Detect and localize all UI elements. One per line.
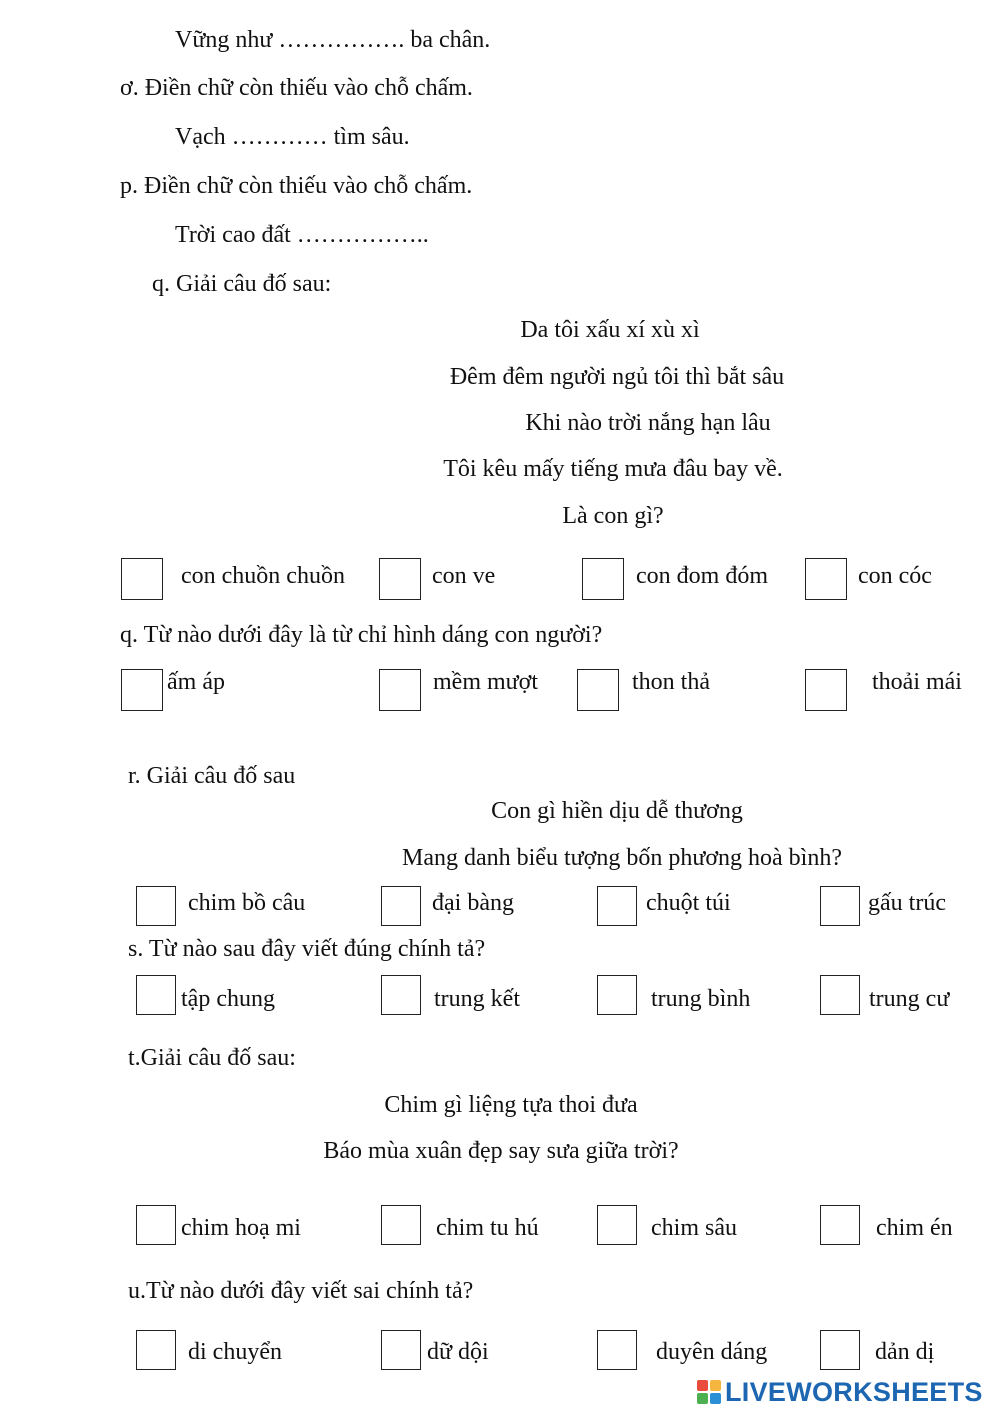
- q1-checkbox-2[interactable]: [379, 558, 421, 600]
- question-s: s. Từ nào sau đây viết đúng chính tả?: [128, 936, 486, 962]
- logo-square-green: [697, 1393, 708, 1404]
- logo-square-red: [697, 1380, 708, 1391]
- q1-option-4: con cóc: [858, 563, 932, 589]
- q2-option-2: mềm mượt: [433, 669, 539, 695]
- question-u: u.Từ nào dưới đây viết sai chính tả?: [128, 1278, 474, 1304]
- s-checkbox-2[interactable]: [381, 975, 421, 1015]
- r-checkbox-1[interactable]: [136, 886, 176, 926]
- q1-checkbox-1[interactable]: [121, 558, 163, 600]
- question-o: ơ. Điền chữ còn thiếu vào chỗ chấm.: [120, 75, 473, 101]
- t-checkbox-4[interactable]: [820, 1205, 860, 1245]
- q2-option-4: thoải mái: [872, 669, 962, 695]
- q2-option-3: thon thả: [632, 669, 710, 695]
- liveworksheets-logo: [697, 1376, 983, 1408]
- riddle1-line3: Khi nào trời nắng hạn lâu: [525, 410, 771, 436]
- question-p: p. Điền chữ còn thiếu vào chỗ chấm.: [120, 173, 473, 199]
- t-option-1: chim hoạ mi: [181, 1215, 301, 1241]
- s-option-3: trung bình: [651, 986, 751, 1012]
- q1-option-2: con ve: [432, 563, 496, 589]
- t-riddle-line1: Chim gì liệng tựa thoi đưa: [384, 1092, 638, 1118]
- u-checkbox-1[interactable]: [136, 1330, 176, 1370]
- u-option-3: duyên dáng: [656, 1339, 768, 1365]
- r-checkbox-3[interactable]: [597, 886, 637, 926]
- q1-option-1: con chuồn chuồn: [181, 563, 345, 589]
- t-option-3: chim sâu: [651, 1215, 737, 1241]
- s-option-4: trung cư: [869, 986, 950, 1012]
- logo-square-yellow: [710, 1380, 721, 1391]
- t-option-4: chim én: [876, 1215, 953, 1241]
- q2-checkbox-4[interactable]: [805, 669, 847, 711]
- line-vung-nhu: Vững như ……………. ba chân.: [175, 27, 491, 53]
- liveworksheets-logo-text: LIVEWORKSHEETS: [725, 1376, 983, 1407]
- q2-checkbox-3[interactable]: [577, 669, 619, 711]
- t-checkbox-3[interactable]: [597, 1205, 637, 1245]
- liveworksheets-logo-icon: [697, 1380, 721, 1404]
- r-option-2: đại bàng: [432, 890, 514, 916]
- q2-checkbox-1[interactable]: [121, 669, 163, 711]
- logo-square-blue: [710, 1393, 721, 1404]
- q1-checkbox-3[interactable]: [582, 558, 624, 600]
- u-checkbox-2[interactable]: [381, 1330, 421, 1370]
- r-riddle-line2: Mang danh biểu tượng bốn phương hoà bình?: [401, 845, 843, 871]
- u-checkbox-4[interactable]: [820, 1330, 860, 1370]
- s-checkbox-1[interactable]: [136, 975, 176, 1015]
- r-riddle-line1: Con gì hiền dịu dễ thương: [491, 798, 743, 824]
- line-vach: Vạch ………… tìm sâu.: [175, 124, 410, 150]
- u-option-2: dữ dội: [427, 1339, 489, 1365]
- t-option-2: chim tu hú: [436, 1215, 539, 1241]
- riddle1-line4: Tôi kêu mấy tiếng mưa đâu bay về.: [443, 456, 783, 482]
- q2-option-1: ấm áp: [167, 669, 225, 695]
- question-q1: q. Giải câu đố sau:: [152, 271, 332, 297]
- r-checkbox-2[interactable]: [381, 886, 421, 926]
- r-checkbox-4[interactable]: [820, 886, 860, 926]
- s-option-1: tập chung: [181, 986, 275, 1012]
- question-r: r. Giải câu đố sau: [128, 763, 296, 789]
- q1-checkbox-4[interactable]: [805, 558, 847, 600]
- r-option-4: gấu trúc: [868, 890, 946, 916]
- t-riddle-line2: Báo mùa xuân đẹp say sưa giữa trời?: [323, 1138, 679, 1164]
- riddle1-line1: Da tôi xấu xí xù xì: [520, 317, 700, 343]
- t-checkbox-1[interactable]: [136, 1205, 176, 1245]
- s-checkbox-3[interactable]: [597, 975, 637, 1015]
- riddle1-line5: Là con gì?: [562, 503, 664, 529]
- r-option-1: chim bồ câu: [188, 890, 306, 916]
- s-checkbox-4[interactable]: [820, 975, 860, 1015]
- u-checkbox-3[interactable]: [597, 1330, 637, 1370]
- riddle1-line2: Đêm đêm người ngủ tôi thì bắt sâu: [449, 364, 785, 390]
- question-t: t.Giải câu đố sau:: [128, 1045, 296, 1071]
- r-option-3: chuột túi: [646, 890, 731, 916]
- s-option-2: trung kết: [434, 986, 520, 1012]
- question-q2: q. Từ nào dưới đây là từ chỉ hình dáng con người?: [120, 622, 603, 648]
- u-option-4: dản dị: [875, 1339, 935, 1365]
- q2-checkbox-2[interactable]: [379, 669, 421, 711]
- q1-option-3: con đom đóm: [636, 563, 768, 589]
- t-checkbox-2[interactable]: [381, 1205, 421, 1245]
- line-troi-cao: Trời cao đất ……………..: [175, 222, 429, 248]
- u-option-1: di chuyển: [188, 1339, 282, 1365]
